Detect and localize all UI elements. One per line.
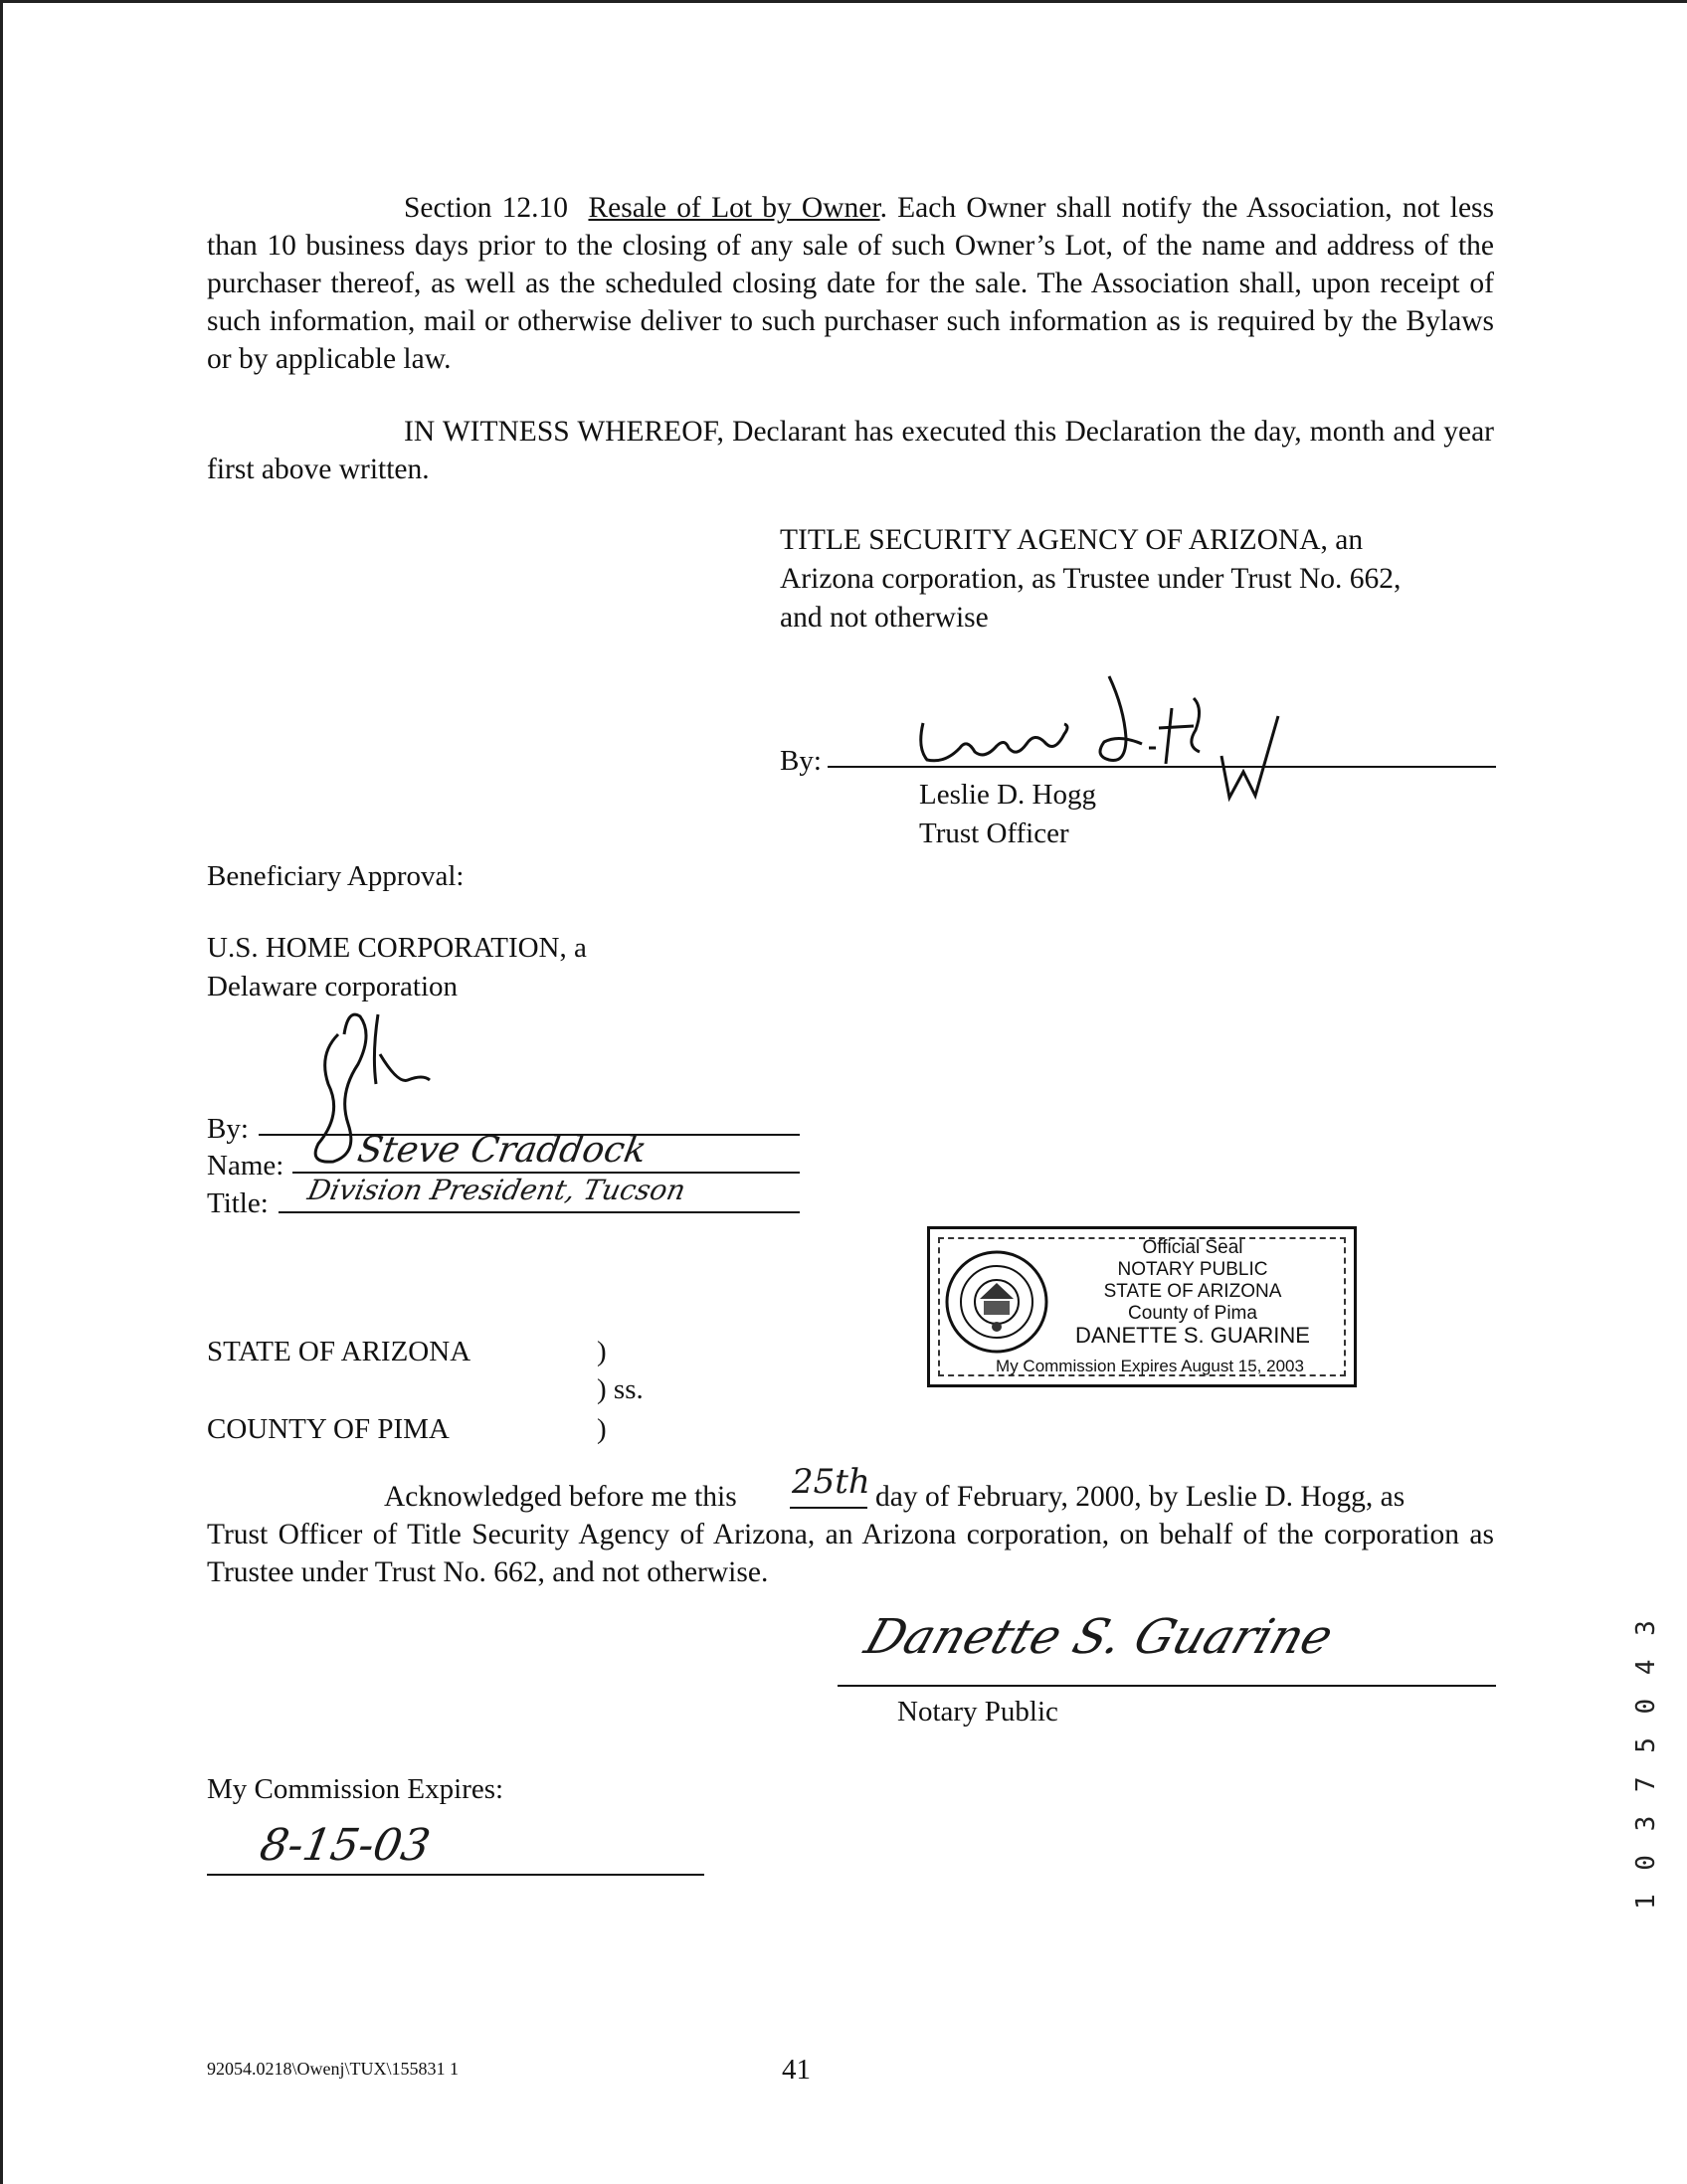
notary-signature-line bbox=[838, 1685, 1496, 1687]
seal-line-6: My Commission Expires August 15, 2003 bbox=[996, 1357, 1304, 1375]
seal-line-4: County of Pima bbox=[1128, 1303, 1257, 1324]
recording-side-stamp: 1 0 3 7 5 0 4 3 bbox=[1631, 1616, 1661, 1910]
seal-line-5: DANETTE S. GUARINE bbox=[1075, 1323, 1310, 1348]
section-paragraph bbox=[207, 189, 1494, 378]
trustee-signer-title: Trust Officer bbox=[919, 818, 1069, 849]
venue-state: STATE OF ARIZONA bbox=[207, 1336, 471, 1367]
section-text: . Each Owner shall notify the Association, not less than 10 business days prior to the closing of any sale of such Owner’s Lot, of the name and address of the purchaser thereof, as well as the scheduled closing date for the sale. The Association shall, upon receipt of such information, mail or otherwise deliver to such purchaser such information as is required by the Bylaws or by applicable law. bbox=[207, 192, 1494, 375]
venue-county: COUNTY OF PIMA bbox=[207, 1413, 450, 1445]
section-number: Section 12.10 bbox=[404, 192, 569, 224]
acknowledgment-day-line bbox=[790, 1507, 867, 1509]
beneficiary-company-line-2: Delaware corporation bbox=[207, 971, 459, 1002]
notary-label: Notary Public bbox=[897, 1696, 1058, 1728]
seal-line-3: STATE OF ARIZONA bbox=[1103, 1281, 1282, 1302]
trustee-line-1: TITLE SECURITY AGENCY OF ARIZONA, an bbox=[780, 524, 1364, 556]
beneficiary-by-label: By: bbox=[207, 1113, 249, 1145]
trustee-line-3: and not otherwise bbox=[780, 602, 989, 634]
scan-border-top bbox=[0, 0, 1687, 3]
witness-paragraph: IN WITNESS WHEREOF, Declarant has executed this Declaration the day, month and year first above written. bbox=[207, 416, 1494, 485]
commission-date: 8-15-03 bbox=[256, 1820, 435, 1871]
seal-line-2: NOTARY PUBLIC bbox=[1117, 1259, 1268, 1280]
page-number: 41 bbox=[782, 2054, 811, 2086]
arizona-state-seal-icon bbox=[944, 1249, 1049, 1355]
acknowledgment-day: 25th bbox=[792, 1462, 870, 1502]
seal-line-1: Official Seal bbox=[1142, 1237, 1243, 1258]
footer-doc-id: 92054.0218\Owenj\TUX\155831 1 bbox=[207, 2059, 459, 2079]
notary-seal-text bbox=[1039, 1237, 1346, 1347]
beneficiary-title-line bbox=[279, 1211, 800, 1213]
notary-signature: Danette S. Guarine bbox=[857, 1609, 1340, 1665]
acknowledgment-after: day of February, 2000, by Leslie D. Hogg, as bbox=[875, 1481, 1406, 1513]
acknowledgment-rest: Trust Officer of Title Security Agency of Arizona, an Arizona corporation, on behalf of the corporation as Trustee under Trust No. 662, and not otherwise. bbox=[207, 1519, 1494, 1588]
acknowledgment-before: Acknowledged before me this bbox=[384, 1481, 737, 1513]
beneficiary-company-line-1: U.S. HOME CORPORATION, a bbox=[207, 932, 587, 964]
beneficiary-title-value: Division President, Tucson bbox=[304, 1174, 689, 1206]
trustee-signer-name: Leslie D. Hogg bbox=[919, 779, 1096, 811]
trustee-by-label: By: bbox=[780, 745, 822, 777]
commission-date-line bbox=[207, 1874, 704, 1876]
notary-seal bbox=[927, 1226, 1357, 1387]
beneficiary-title-label: Title: bbox=[207, 1187, 269, 1219]
venue-paren-1: ) bbox=[597, 1336, 607, 1367]
commission-label: My Commission Expires: bbox=[207, 1773, 504, 1805]
beneficiary-name-label: Name: bbox=[207, 1150, 284, 1182]
section-heading: Resale of Lot by Owner bbox=[588, 192, 880, 224]
scan-border-left bbox=[0, 0, 3, 2184]
venue-paren-3: ) bbox=[597, 1413, 607, 1445]
beneficiary-heading: Beneficiary Approval: bbox=[207, 860, 465, 892]
venue-paren-2: ) ss. bbox=[597, 1373, 644, 1405]
beneficiary-name-value: Steve Craddock bbox=[354, 1130, 651, 1171]
trustee-line-2: Arizona corporation, as Trustee under Trust No. 662, bbox=[780, 563, 1402, 595]
